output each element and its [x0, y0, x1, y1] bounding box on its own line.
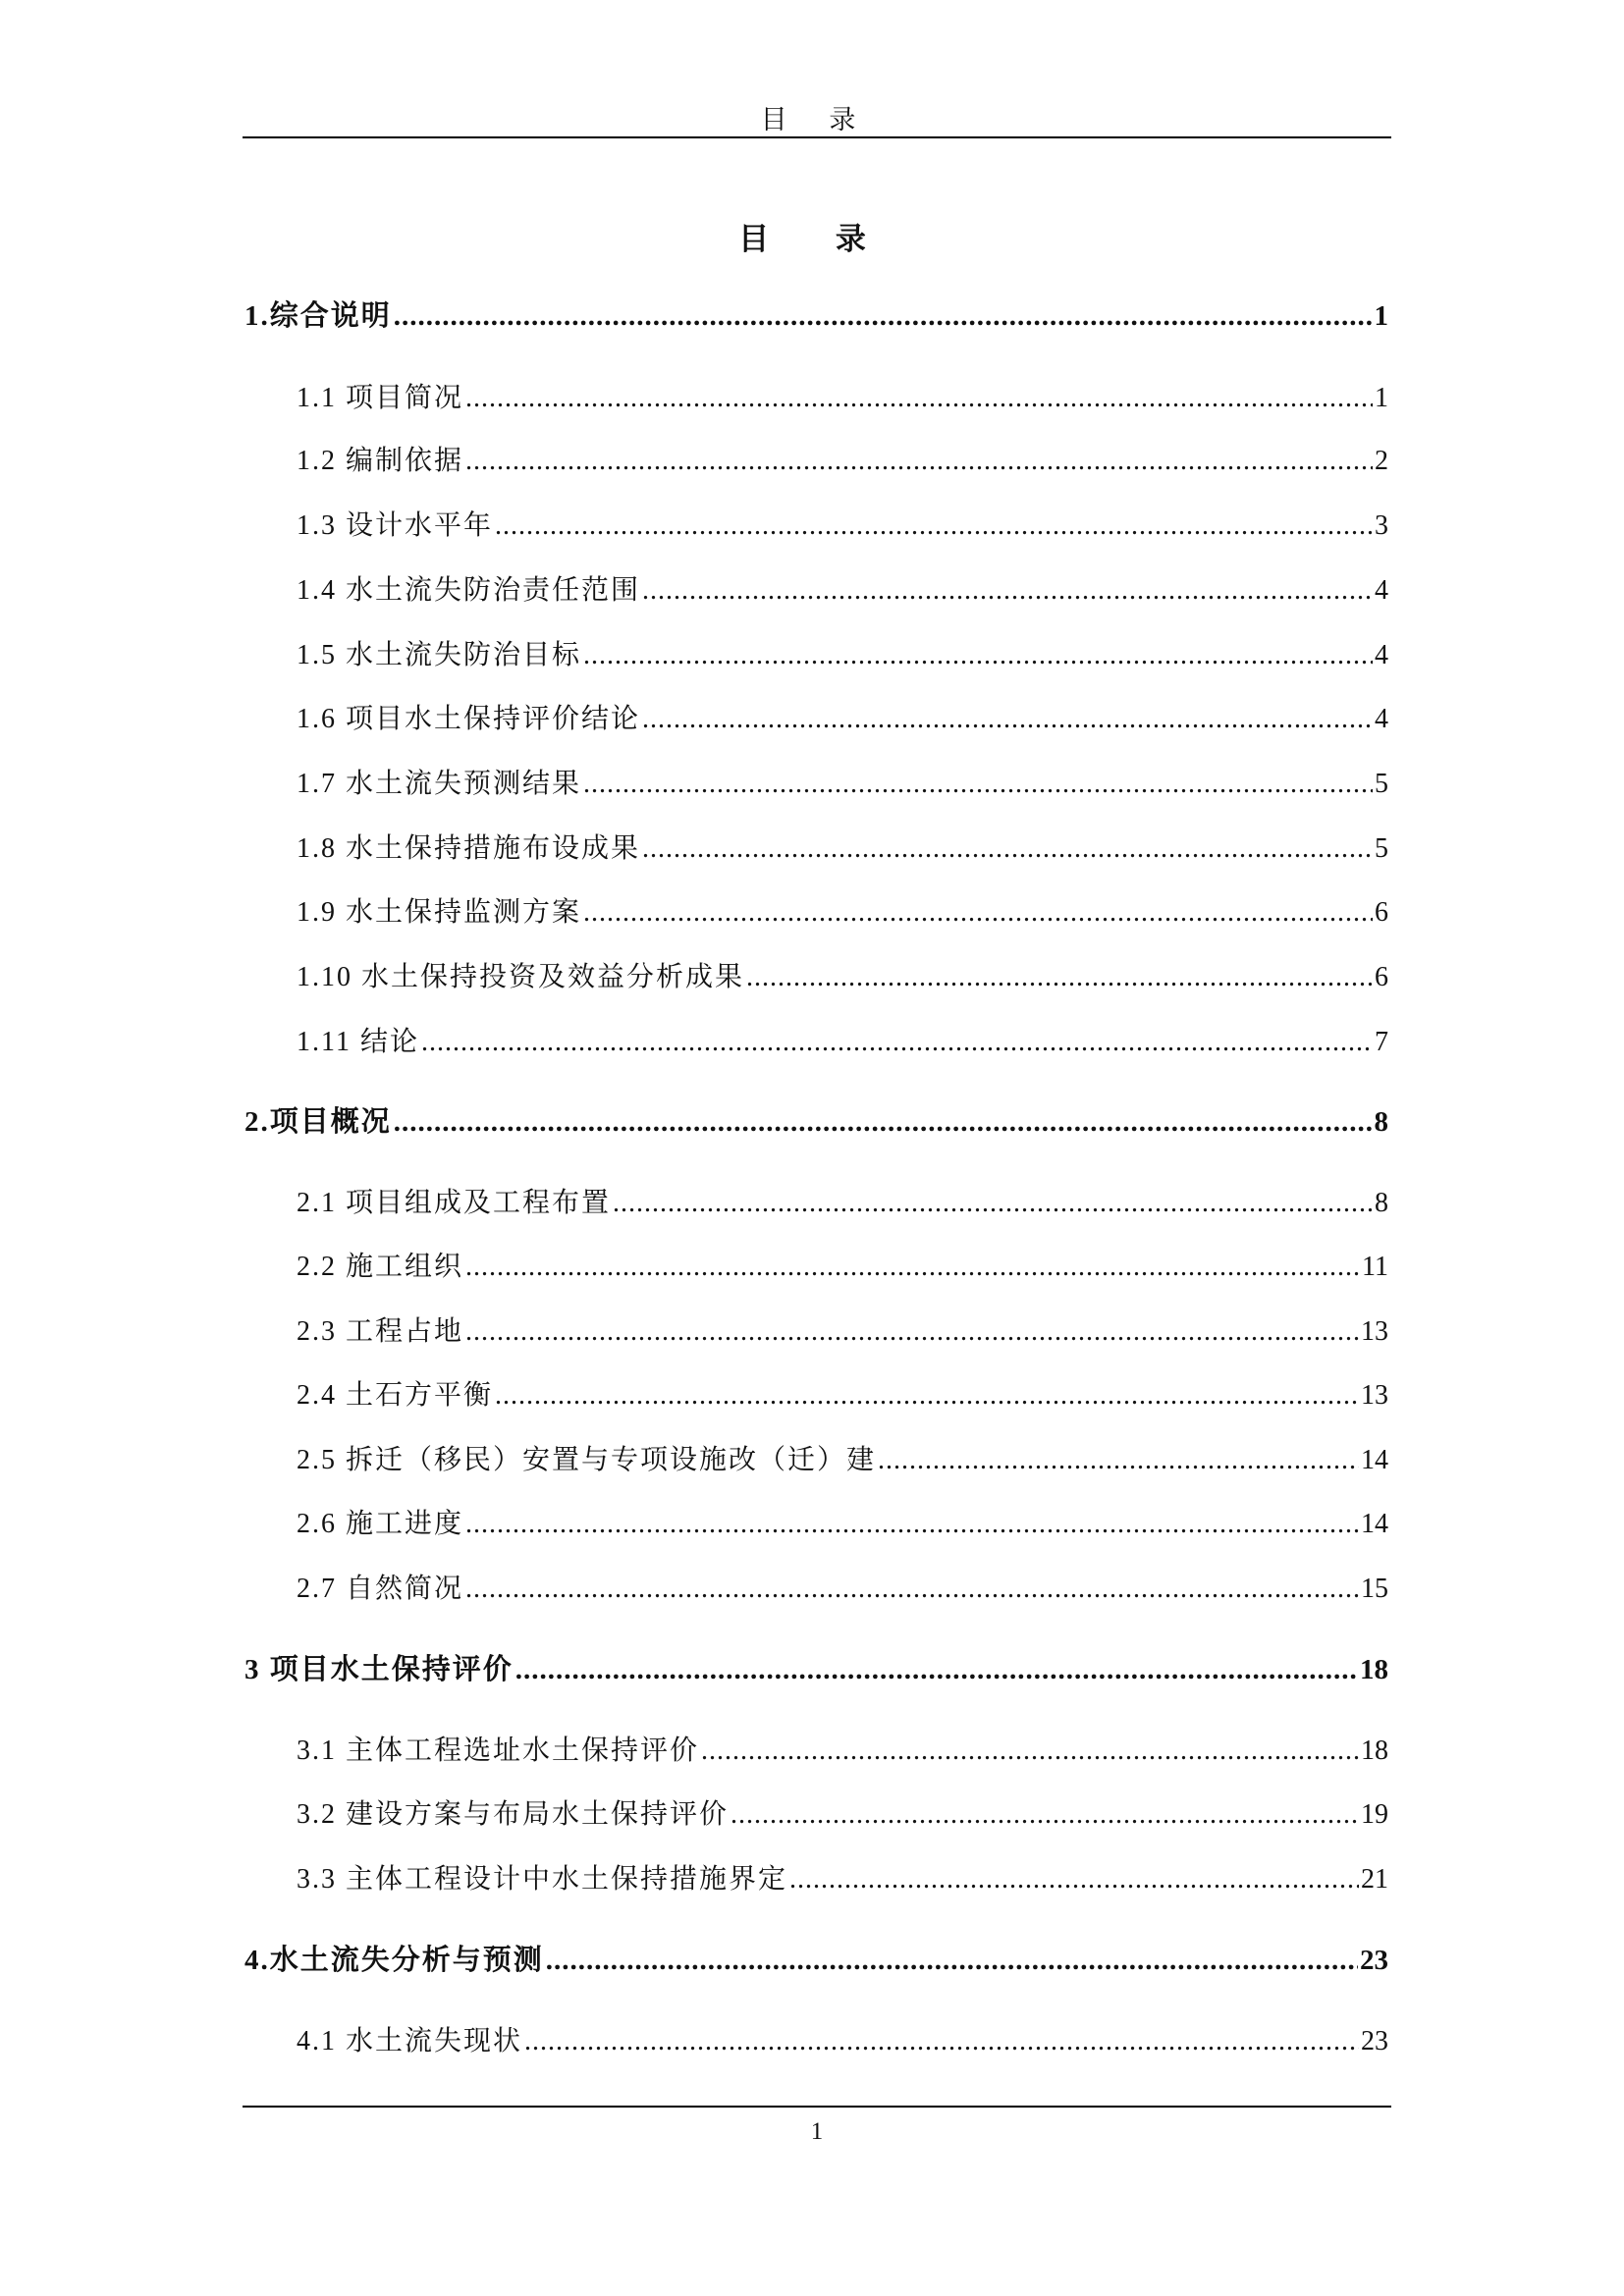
toc-dot-leader	[731, 1799, 1359, 1831]
toc-page-number: 4	[1375, 640, 1388, 670]
toc-entry-text: 1.1 项目简况	[297, 383, 464, 413]
toc-dot-leader	[465, 383, 1373, 414]
toc-dot-leader	[642, 833, 1373, 865]
toc-entry-text: 3.2 建设方案与布局水土保持评价	[297, 1799, 730, 1830]
toc-entry-section[interactable]	[297, 762, 1388, 801]
toc-entry-section[interactable]	[297, 1181, 1388, 1220]
toc-dot-leader	[421, 1027, 1373, 1058]
footer-rule	[243, 2106, 1391, 2108]
toc-entry-text: 1.3 设计水平年	[297, 510, 494, 541]
toc-page-number: 6	[1375, 962, 1388, 992]
toc-entry-text: 1.7 水土流失预测结果	[297, 769, 582, 799]
toc-page-number: 19	[1361, 1799, 1388, 1830]
toc-page-number: 13	[1361, 1380, 1388, 1411]
toc-dot-leader	[495, 1380, 1359, 1412]
toc-page-number: 18	[1361, 1735, 1388, 1766]
toc-entry-text: 3.3 主体工程设计中水土保持措施界定	[297, 1864, 788, 1895]
toc-entry-text: 4.水土流失分析与预测	[244, 1945, 544, 1976]
toc-entry-text: 2.项目概况	[244, 1106, 392, 1138]
toc-entry-chapter[interactable]	[244, 1938, 1388, 1978]
toc-page-number: 5	[1375, 833, 1388, 864]
toc-dot-leader	[789, 1864, 1359, 1896]
toc-entry-text: 2.7 自然简况	[297, 1574, 464, 1604]
toc-entry-section[interactable]	[297, 1729, 1388, 1768]
page-number: 1	[810, 2118, 824, 2145]
toc-entry-text: 1.11 结论	[297, 1027, 419, 1057]
toc-page-number: 4	[1375, 704, 1388, 734]
toc-entry-section[interactable]	[297, 376, 1388, 415]
toc-entry-text: 1.6 项目水土保持评价结论	[297, 704, 641, 734]
toc-dot-leader	[524, 2026, 1359, 2057]
toc-entry-section[interactable]	[297, 697, 1388, 736]
toc-dot-leader	[583, 897, 1373, 929]
toc-entry-section[interactable]	[297, 890, 1388, 930]
toc-entry-chapter[interactable]	[244, 294, 1388, 334]
toc-entry-text: 2.5 拆迁（移民）安置与专项设施改（迁）建	[297, 1445, 877, 1475]
toc-entry-section[interactable]	[297, 1373, 1388, 1413]
toc-entry-text: 2.6 施工进度	[297, 1509, 464, 1539]
toc-entry-section[interactable]	[297, 955, 1388, 994]
toc-entry-text: 1.2 编制依据	[297, 446, 464, 476]
toc-entry-section[interactable]	[297, 1309, 1388, 1349]
running-header: 目 录	[760, 105, 874, 134]
toc-page-number: 5	[1375, 769, 1388, 799]
toc-page-number: 15	[1361, 1574, 1388, 1604]
toc-entry-section[interactable]	[297, 1438, 1388, 1477]
toc-dot-leader	[465, 1252, 1360, 1283]
toc-page-number: 18	[1360, 1654, 1388, 1685]
toc-dot-leader	[465, 1509, 1359, 1540]
toc-dot-leader	[878, 1445, 1359, 1476]
toc-page-number: 23	[1360, 1945, 1388, 1976]
toc-page-number: 8	[1374, 1106, 1388, 1138]
toc-page-number: 2	[1375, 446, 1388, 476]
toc-entry-text: 3.1 主体工程选址水土保持评价	[297, 1735, 700, 1766]
toc-entry-section[interactable]	[297, 1857, 1388, 1896]
toc-dot-leader	[746, 962, 1373, 993]
toc-entry-text: 2.3 工程占地	[297, 1316, 464, 1347]
toc-dot-leader	[583, 640, 1373, 671]
toc-dot-leader	[495, 510, 1373, 542]
toc-page-number: 3	[1375, 510, 1388, 541]
toc-entry-section[interactable]	[297, 504, 1388, 543]
toc-dot-leader	[701, 1735, 1359, 1767]
toc-dot-leader	[394, 1106, 1373, 1139]
toc-entry-section[interactable]	[297, 1020, 1388, 1059]
toc-entry-section[interactable]	[297, 1245, 1388, 1284]
toc-page-number: 8	[1375, 1188, 1388, 1218]
toc-page-number: 1	[1375, 383, 1388, 413]
toc-entry-text: 2.1 项目组成及工程布置	[297, 1188, 612, 1218]
toc-dot-leader	[465, 1316, 1359, 1348]
toc-page-number: 23	[1361, 2026, 1388, 2056]
toc-entry-chapter[interactable]	[244, 1099, 1388, 1140]
toc-entry-section[interactable]	[297, 1792, 1388, 1832]
toc-entry-text: 1.综合说明	[244, 300, 392, 332]
toc-page-number: 6	[1375, 897, 1388, 928]
toc-dot-leader	[642, 704, 1373, 735]
toc-dot-leader	[465, 1574, 1359, 1605]
toc-entry-section[interactable]	[297, 568, 1388, 608]
toc-dot-leader	[583, 769, 1373, 800]
toc-entry-section[interactable]	[297, 439, 1388, 478]
toc-dot-leader	[394, 300, 1373, 333]
toc-entry-text: 4.1 水土流失现状	[297, 2026, 523, 2056]
toc-entry-text: 1.5 水土流失防治目标	[297, 640, 582, 670]
toc-dot-leader	[465, 446, 1373, 477]
toc-dot-leader	[515, 1654, 1358, 1686]
toc-entry-text: 1.4 水土流失防治责任范围	[297, 575, 641, 606]
toc-entry-text: 3 项目水土保持评价	[244, 1654, 514, 1685]
toc-page-number: 13	[1361, 1316, 1388, 1347]
toc-page-number: 1	[1374, 300, 1388, 332]
toc-entry-section[interactable]	[297, 1502, 1388, 1541]
toc-entry-text: 1.9 水土保持监测方案	[297, 897, 582, 928]
toc-entry-section[interactable]	[297, 1567, 1388, 1606]
toc-entry-text: 2.2 施工组织	[297, 1252, 464, 1282]
toc-page-number: 4	[1375, 575, 1388, 606]
toc-entry-text: 1.8 水土保持措施布设成果	[297, 833, 641, 864]
toc-dot-leader	[546, 1945, 1358, 1977]
toc-title: 目 录	[738, 222, 895, 256]
toc-entry-chapter[interactable]	[244, 1647, 1388, 1687]
toc-dot-leader	[642, 575, 1373, 607]
toc-entry-text: 1.10 水土保持投资及效益分析成果	[297, 962, 745, 992]
toc-page-number: 11	[1362, 1252, 1388, 1282]
toc-page-number: 21	[1361, 1864, 1388, 1895]
toc-page-number: 14	[1361, 1509, 1388, 1539]
toc-entry-text: 2.4 土石方平衡	[297, 1380, 494, 1411]
toc-dot-leader	[613, 1188, 1373, 1219]
toc-entry-section[interactable]	[297, 633, 1388, 672]
toc-entry-section[interactable]	[297, 827, 1388, 866]
toc-page-number: 14	[1361, 1445, 1388, 1475]
toc-entry-section[interactable]	[297, 2019, 1388, 2058]
toc-page-number: 7	[1375, 1027, 1388, 1057]
